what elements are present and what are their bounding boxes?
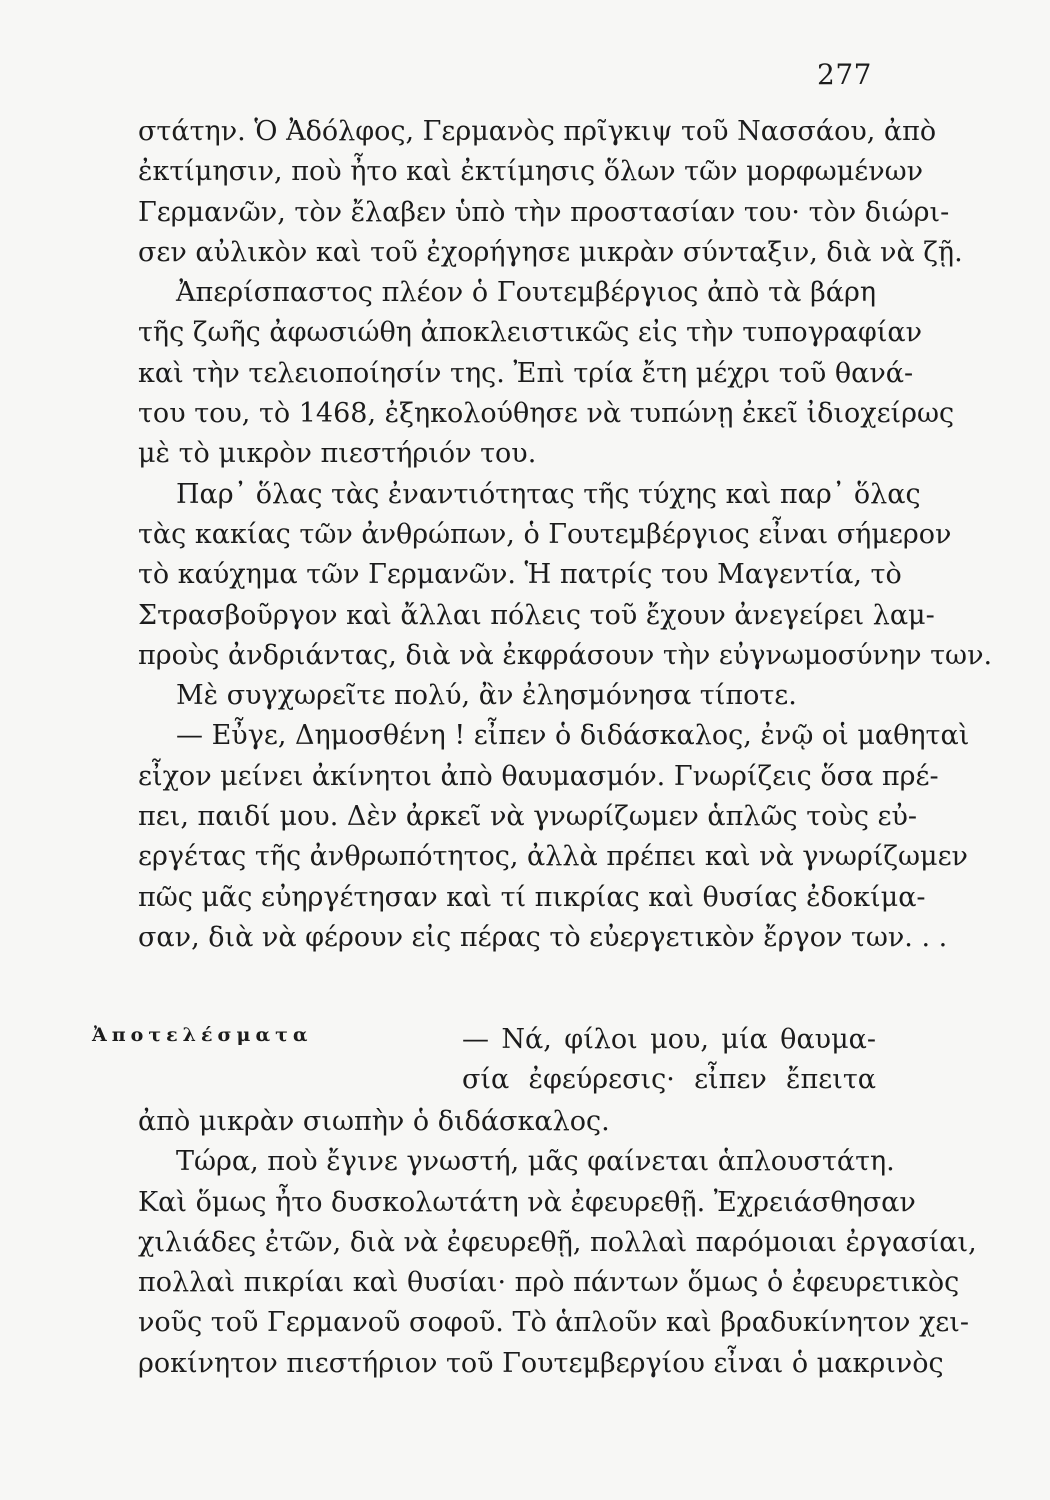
text-line: προὺς ἀνδριάντας, διὰ νὰ ἐκφράσουν τὴν εὐγνωμοσύνην των. xyxy=(138,639,993,671)
text-line: νοῦς τοῦ Γερμανοῦ σοφοῦ. Τὸ ἁπλοῦν καὶ βραδυκίνητον χει- xyxy=(138,1307,970,1339)
text-line: πολλαὶ πικρίαι καὶ θυσίαι· πρὸ πάντων ὅμως ὁ ἐφευρετικὸς xyxy=(138,1267,960,1299)
text-line: ἀπὸ μικρὰν σιωπὴν ὁ διδάσκαλος. xyxy=(138,1106,610,1137)
text-line: Γερμανῶν, τὸν ἔλαβεν ὑπὸ τὴν προστασίαν του· τὸν διώρι- xyxy=(138,196,950,228)
text-line: σαν, διὰ νὰ φέρουν εἰς πέρας τὸ εὐεργετικὸν ἔργον των. . . xyxy=(138,921,948,953)
text-block-upper xyxy=(138,112,993,958)
text-line: εργέτας τῆς ἀνθρωπότητος, ἀλλὰ πρέπει καὶ νὰ γνωρίζωμεν xyxy=(138,841,968,873)
paragraph-start-line: Μὲ συγχωρεῖτε πολύ, ἂν ἐλησμόνησα τίποτε. xyxy=(176,680,797,712)
text-line: ἐκτίμησιν, ποὺ ἦτο καὶ ἐκτίμησις ὅλων τῶν μορφωμένων xyxy=(138,156,924,188)
text-line: τῆς ζωῆς ἀφωσιώθη ἀποκλειστικῶς εἰς τὴν τυπογραφίαν xyxy=(138,317,923,349)
text-line: Στρασβοῦργον καὶ ἄλλαι πόλεις τοῦ ἔχουν ἀνεγείρει λαμ- xyxy=(138,599,935,631)
paragraph-start-line: Ἀπερίσπαστος πλέον ὁ Γουτεμβέργιος ἀπὸ τὰ βάρη xyxy=(176,277,876,309)
text-line: του του, τὸ 1468, ἐξηκολούθησε νὰ τυπώνῃ ἐκεῖ ἰδιοχείρως xyxy=(138,398,955,430)
text-block-lower xyxy=(138,1102,977,1384)
text-line: ροκίνητον πιεστήριον τοῦ Γουτεμβεργίου εἶναι ὁ μακρινὸς xyxy=(138,1347,944,1379)
paragraph-start-line: Τώρα, ποὺ ἔγινε γνωστή, μᾶς φαίνεται ἁπλουστάτη. xyxy=(176,1146,895,1178)
text-line: καὶ τὴν τελειοποίησίν της. Ἐπὶ τρία ἔτη μέχρι τοῦ θανά- xyxy=(138,357,914,389)
text-line: πῶς μᾶς εὐηργέτησαν καὶ τί πικρίας καὶ θυσίας ἐδοκίμα- xyxy=(138,881,926,913)
text-line: τὸ καύχημα τῶν Γερμανῶν. Ἡ πατρίς του Μαγεντία, τὸ xyxy=(138,559,902,591)
side-text-line: — Νά, φίλοι μου, μία θαυμα- xyxy=(462,1024,876,1055)
paragraph-start-line: — Εὖγε, Δημοσθένη ! εἶπεν ὁ διδάσκαλος, ἐνῷ οἱ μαθηταὶ xyxy=(176,720,970,752)
text-line: στάτην. Ὁ Ἀδόλφος, Γερμανὸς πρῖγκιψ τοῦ Νασσάου, ἀπὸ xyxy=(138,116,937,147)
text-line: πει, παιδί μου. Δὲν ἀρκεῖ νὰ γνωρίζωμεν ἁπλῶς τοὺς εὐ- xyxy=(138,801,918,833)
text-line: μὲ τὸ μικρὸν πιεστήριόν του. xyxy=(138,438,537,470)
text-line: Καὶ ὅμως ἦτο δυσκολωτάτη νὰ ἐφευρεθῇ. Ἐχρειάσθησαν xyxy=(138,1186,916,1218)
text-line: σεν αὐλικὸν καὶ τοῦ ἐχορήγησε μικρὰν σύνταξιν, διὰ νὰ ζῇ. xyxy=(138,236,963,268)
marginal-heading: Ἀποτελέσματα xyxy=(92,1024,313,1046)
text-line: τὰς κακίας τῶν ἀνθρώπων, ὁ Γουτεμβέργιος εἶναι σήμερον xyxy=(138,518,952,550)
text-line: χιλιάδες ἐτῶν, διὰ νὰ ἐφευρεθῇ, πολλαὶ παρόμοιαι ἐργασίαι, xyxy=(138,1226,977,1258)
paragraph-start-line: Παρ᾽ ὅλας τὰς ἐναντιότητας τῆς τύχης καὶ παρ᾽ ὅλας xyxy=(176,478,921,510)
page-number: 277 xyxy=(817,58,872,91)
side-text-line: σία ἐφεύρεσις· εἶπεν ἔπειτα xyxy=(462,1064,876,1095)
text-line: εἶχον μείνει ἀκίνητοι ἀπὸ θαυμασμόν. Γνωρίζεις ὅσα πρέ- xyxy=(138,760,939,792)
